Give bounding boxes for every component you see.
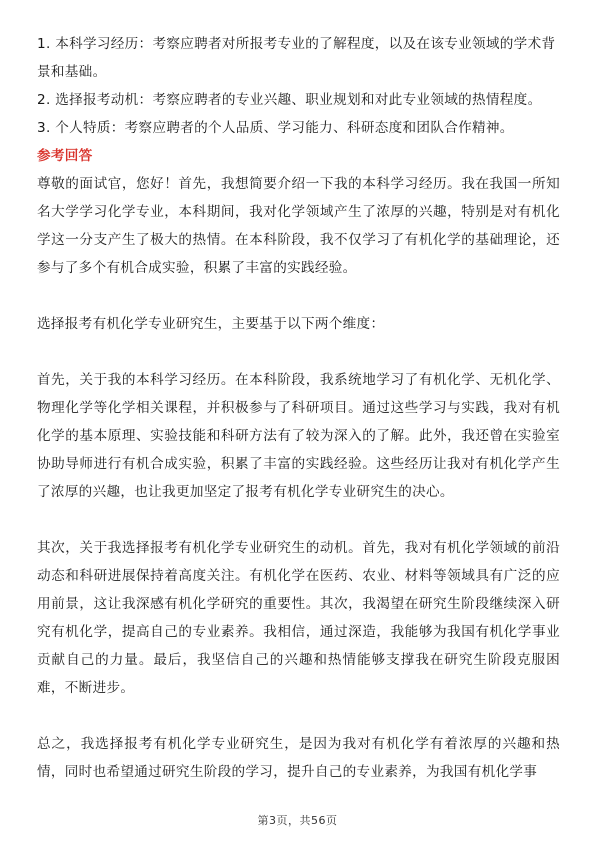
page-content	[37, 30, 560, 786]
answer-paragraph: 首先，关于我的本科学习经历。在本科阶段，我系统地学习了有机化学、无机化学、物理化学等化学相关课程，并积极参与了科研项目。通过这些学习与实践，我对有机化学的基本原理、实验技能和科研方法有了较为深入的了解。此外，我还曾在实验室协助导师进行有机合成实验，积累了丰富的实践经验。这些经历让我对有机化学产生了浓厚的兴趣，也让我更加坚定了报考有机化学专业研究生的决心。	[37, 372, 560, 500]
criteria-item: 2. 选择报考动机：考察应聘者的专业兴趣、职业规划和对此专业领域的热情程度。	[37, 92, 542, 108]
answer-paragraph: 总之，我选择报考有机化学专业研究生，是因为我对有机化学有着浓厚的兴趣和热情，同时也希望通过研究生阶段的学习，提升自己的专业素养，为我国有机化学事	[37, 736, 560, 780]
answer-paragraph: 尊敬的面试官，您好！首先，我想简要介绍一下我的本科学习经历。我在我国一所知名大学学习化学专业，本科期间，我对化学领域产生了浓厚的兴趣，特别是对有机化学这一分支产生了极大的热情。在本科阶段，我不仅学习了有机化学的基础理论，还参与了多个有机合成实验，积累了丰富的实践经验。	[37, 176, 560, 276]
reference-answer-heading: 参考回答	[37, 148, 93, 164]
answer-paragraph: 选择报考有机化学专业研究生，主要基于以下两个维度：	[37, 316, 385, 332]
criteria-item: 3. 个人特质：考察应聘者的个人品质、学习能力、科研态度和团队合作精神。	[37, 120, 514, 136]
criteria-item: 1. 本科学习经历：考察应聘者对所报考专业的了解程度，以及在该专业领域的学术背景和基础。	[37, 36, 556, 80]
evaluation-criteria-list	[37, 30, 560, 142]
page-number-footer: 第3页，共56页	[257, 814, 338, 827]
answer-paragraph: 其次，关于我选择报考有机化学专业研究生的动机。首先，我对有机化学领域的前沿动态和科研进展保持着高度关注。有机化学在医药、农业、材料等领域具有广泛的应用前景，这让我深感有机化学研究的重要性。其次，我渴望在研究生阶段继续深入研究有机化学，提高自己的专业素养。我相信，通过深造，我能够为我国有机化学事业贡献自己的力量。最后，我坚信自己的兴趣和热情能够支撑我在研究生阶段克服困难，不断进步。	[37, 540, 560, 696]
